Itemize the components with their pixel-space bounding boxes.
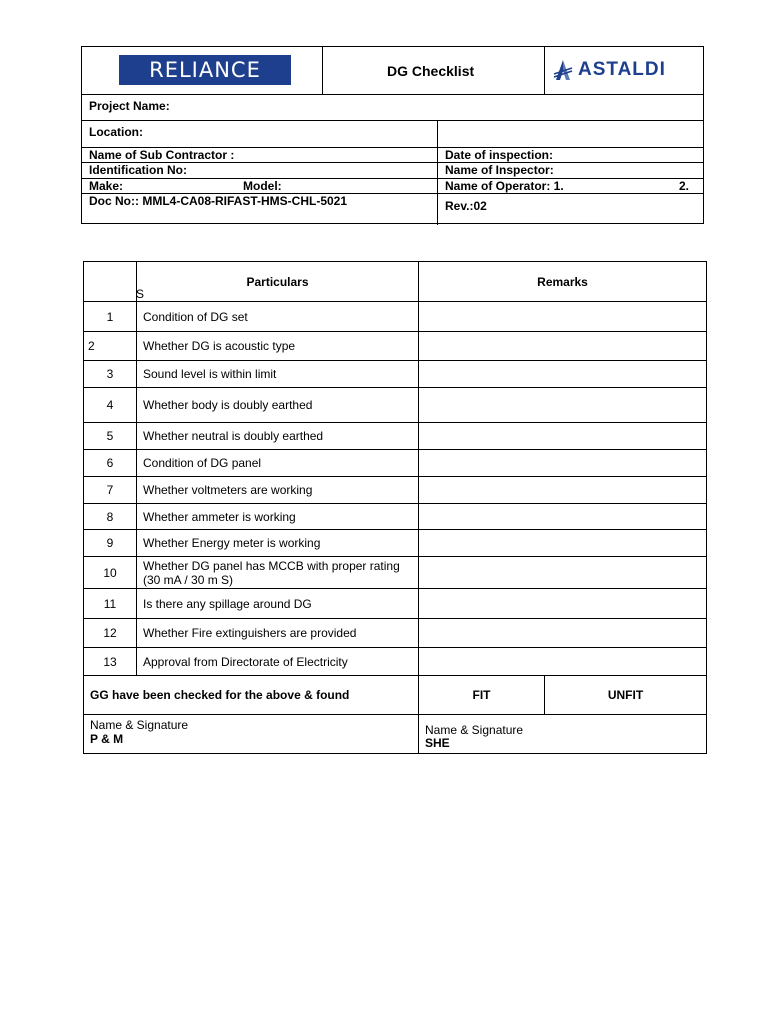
row-particular: Condition of DG set	[137, 302, 419, 332]
row-number: 2	[84, 332, 137, 361]
row-remarks[interactable]	[419, 648, 707, 676]
table-row	[84, 619, 707, 648]
astaldi-logo	[552, 57, 666, 83]
divider	[322, 47, 323, 94]
sub-contractor-label: Name of Sub Contractor :	[89, 148, 235, 162]
row-remarks[interactable]	[419, 619, 707, 648]
table-row	[84, 648, 707, 676]
row-remarks[interactable]	[419, 332, 707, 361]
signature-label: Name & Signature	[425, 723, 524, 737]
row-remarks[interactable]	[419, 450, 707, 477]
row-particular: Whether Fire extinguishers are provided	[137, 619, 419, 648]
row-divider	[82, 94, 703, 95]
result-row	[84, 676, 707, 715]
row-remarks[interactable]	[419, 504, 707, 530]
row-particular: Whether DG is acoustic type	[137, 332, 419, 361]
row-remarks[interactable]	[419, 302, 707, 332]
row-particular: Whether Energy meter is working	[137, 530, 419, 557]
row-number: 8	[84, 504, 137, 530]
document-title: DG Checklist	[387, 63, 475, 79]
signature-pm-cell[interactable]	[84, 715, 419, 754]
row-remarks[interactable]	[419, 423, 707, 450]
table-row	[84, 332, 707, 361]
signature-role: SHE	[425, 736, 450, 750]
row-number: 11	[84, 589, 137, 619]
divider	[437, 120, 438, 225]
result-label: GG have been checked for the above & found	[84, 676, 419, 715]
row-particular: Condition of DG panel	[137, 450, 419, 477]
row-number: 4	[84, 388, 137, 423]
row-particular: Sound level is within limit	[137, 361, 419, 388]
row-number: 10	[84, 557, 137, 589]
identification-no-label: Identification No:	[89, 163, 187, 177]
table-row	[84, 530, 707, 557]
row-remarks[interactable]	[419, 361, 707, 388]
rev-label: Rev.:02	[445, 199, 487, 213]
astaldi-logo-text: ASTALDI	[578, 59, 666, 80]
name-of-inspector-label: Name of Inspector:	[445, 163, 554, 177]
row-remarks[interactable]	[419, 589, 707, 619]
row-number: 5	[84, 423, 137, 450]
row-remarks[interactable]	[419, 557, 707, 589]
row-particular: Whether neutral is doubly earthed	[137, 423, 419, 450]
row-particular: Whether body is doubly earthed	[137, 388, 419, 423]
row-number: 1	[84, 302, 137, 332]
row-remarks[interactable]	[419, 477, 707, 504]
row-particular: Whether DG panel has MCCB with proper rating (30 mA / 30 m S)	[137, 557, 419, 589]
row-number: 6	[84, 450, 137, 477]
astaldi-emblem-icon	[552, 59, 574, 81]
row-number: 3	[84, 361, 137, 388]
row-remarks[interactable]	[419, 530, 707, 557]
row-divider	[82, 120, 703, 121]
table-row	[84, 589, 707, 619]
table-row	[84, 423, 707, 450]
row-particular: Whether ammeter is working	[137, 504, 419, 530]
row-remarks[interactable]	[419, 388, 707, 423]
signature-label: Name & Signature	[90, 718, 189, 732]
model-label: Model:	[243, 179, 282, 193]
row-number: 12	[84, 619, 137, 648]
location-label: Location:	[89, 125, 143, 139]
table-row	[84, 450, 707, 477]
checklist-table	[83, 261, 707, 754]
name-of-operator-label: Name of Operator: 1.	[445, 179, 564, 193]
table-row	[84, 557, 707, 589]
signature-role: P & M	[90, 732, 124, 746]
table-row	[84, 302, 707, 332]
row-number: 13	[84, 648, 137, 676]
signature-she-cell[interactable]	[419, 715, 707, 754]
table-row	[84, 361, 707, 388]
table-row	[84, 504, 707, 530]
row-number: 9	[84, 530, 137, 557]
header-table	[81, 46, 704, 224]
table-row	[84, 477, 707, 504]
row-number: 7	[84, 477, 137, 504]
fit-option[interactable]: FIT	[419, 676, 545, 715]
sno-header-text: S	[136, 287, 145, 301]
unfit-option[interactable]: UNFIT	[545, 676, 707, 715]
operator-2-label: 2.	[679, 179, 690, 193]
particulars-header: Particulars	[137, 262, 419, 302]
row-particular: Whether voltmeters are working	[137, 477, 419, 504]
date-of-inspection-label: Date of inspection:	[445, 148, 554, 162]
sno-header	[84, 262, 145, 302]
divider	[544, 47, 545, 94]
make-label: Make:	[89, 179, 124, 193]
project-name-label: Project Name:	[89, 99, 170, 113]
signature-row	[84, 715, 707, 754]
row-particular: Is there any spillage around DG	[137, 589, 419, 619]
reliance-logo: RELIANCE	[119, 55, 291, 85]
table-row	[84, 388, 707, 423]
table-header-row	[84, 262, 707, 302]
remarks-header: Remarks	[419, 262, 707, 302]
row-particular: Approval from Directorate of Electricity	[137, 648, 419, 676]
row-divider	[82, 178, 703, 179]
doc-no-label: Doc No:: MML4-CA08-RIFAST-HMS-CHL-5021	[89, 194, 348, 208]
